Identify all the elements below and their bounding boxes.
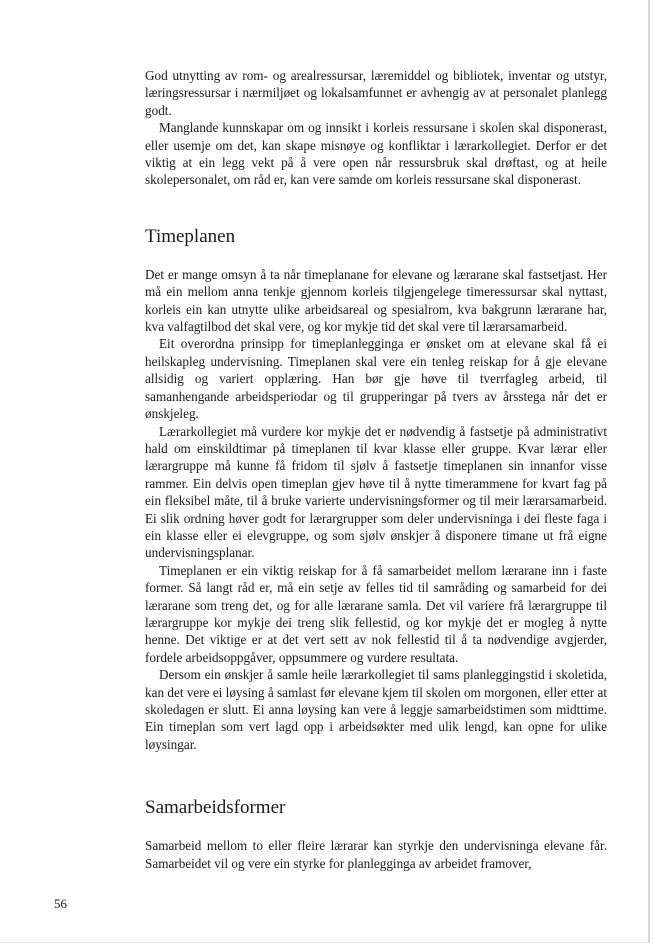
page-number: 56 [54,896,67,911]
timeplanen-paragraph-4: Timeplanen er ein viktig reiskap for å få samarbeidet mellom lærarane inn i faste former. Så langt råd er, må ein setje av felles tid til samråding og samarbeid for dei lærarane som treng det, og for alle lærarane samla. Det vil variere frå lærargruppe til lærargruppe kor mykje dei treng slik fellestid, og kor mykje det er mogleg å nytte henne. Det viktige er at det vert sett av nok fellestid til å ta nødvendige avgjerder, fordele arbeidsoppgåver, oppsummere og vurdere resultata. [145,562,607,665]
timeplanen-paragraph-2: Eit overordna prinsipp for timeplanlegginga er ønsket om at elevane skal få ei heilskapleg undervisning. Timeplanen skal vere ein tenleg reiskap for å gje elevane allsidig og variert opplæring. Han bør gje høve til tverrfagleg arbeid, til samanhengande arbeidsperiodar og til grupperingar på tvers av årsstega når det er ønskjeleg. [145,336,607,422]
samarbeidsformer-paragraph-1: Samarbeid mellom to eller fleire lærarar kan styrkje den undervisninga elevane får. Samarbeidet vil og vere ein styrke for planlegginga av arbeidet framover, [145,838,607,871]
timeplanen-paragraph-3: Lærarkollegiet må vurdere kor mykje det er nødvendig å fastsetje på administrativt hald om einskildtimar på timeplanen til kvar klasse eller gruppe. Kvar lærar eller lærargruppe må kunne få fridom til sjølv å fastsetje timeplanen sin innanfor visse rammer. Ein delvis open timeplan gjev høve til å nytte timerammene for kvart fag på ein fleksibel måte, til å bruke varierte undervisningsformer og til meir lærarsamarbeid. Ei slik ordning høver godt for lærargrupper som deler undervisninga i dei fleste faga i ein klasse eller ei elevgruppe, og som sjølv ønskjer å disponere timane ut frå eigne undervisningsplanar. [145,423,607,561]
intro-paragraph-2: Manglande kunnskapar om og innsikt i korleis ressursane i skolen skal disponerast, eller usemje om det, kan skape misnøye og konfliktar i lærarkollegiet. Derfor er det viktig at ein legg vekt på å vere open når ressursbruk skal drøftast, og at heile skolepersonalet, om råd er, kan vere samde om korleis ressursane skal disponerast. [145,120,607,188]
timeplanen-paragraph-1: Det er mange omsyn å ta når timeplanane for elevane og lærarane skal fastsetjast. Her må ein mellom anna tenkje gjennom korleis tilgjengelege timeressursar skal nyttast, korleis ein kan utnytte ulike arbeidsareal og spesialrom, kva bakgrunn lærarane har, kva valfagtilbod det skal vere, og kor mykje tid det skal vere til lærarsamarbeid. [145,266,607,335]
section-heading-samarbeidsformer: Samarbeidsformer [145,797,286,819]
page-content [145,67,607,872]
timeplanen-paragraph-5: Dersom ein ønskjer å samle heile lærarkollegiet til sams planleggingstid i skoletida, kan det vere ei løysing å samlast før elevane kjem til skolen om morgonen, eller etter at skoledagen er slutt. Ei anna løysing kan vere å leggje samarbeidstimen som midttime. Ein timeplan som vert lagd opp i arbeidsøkter med ulik lengd, kan opne for ulike løysingar. [145,667,607,752]
intro-paragraph-1: God utnytting av rom- og arealressursar, læremiddel og bibliotek, inventar og utstyr, læringsressursar i nærmiljøet og lokalsamfunnet er avhengig av at personalet planlegg godt. [145,68,607,118]
section-heading-timeplanen: Timeplanen [145,225,236,247]
